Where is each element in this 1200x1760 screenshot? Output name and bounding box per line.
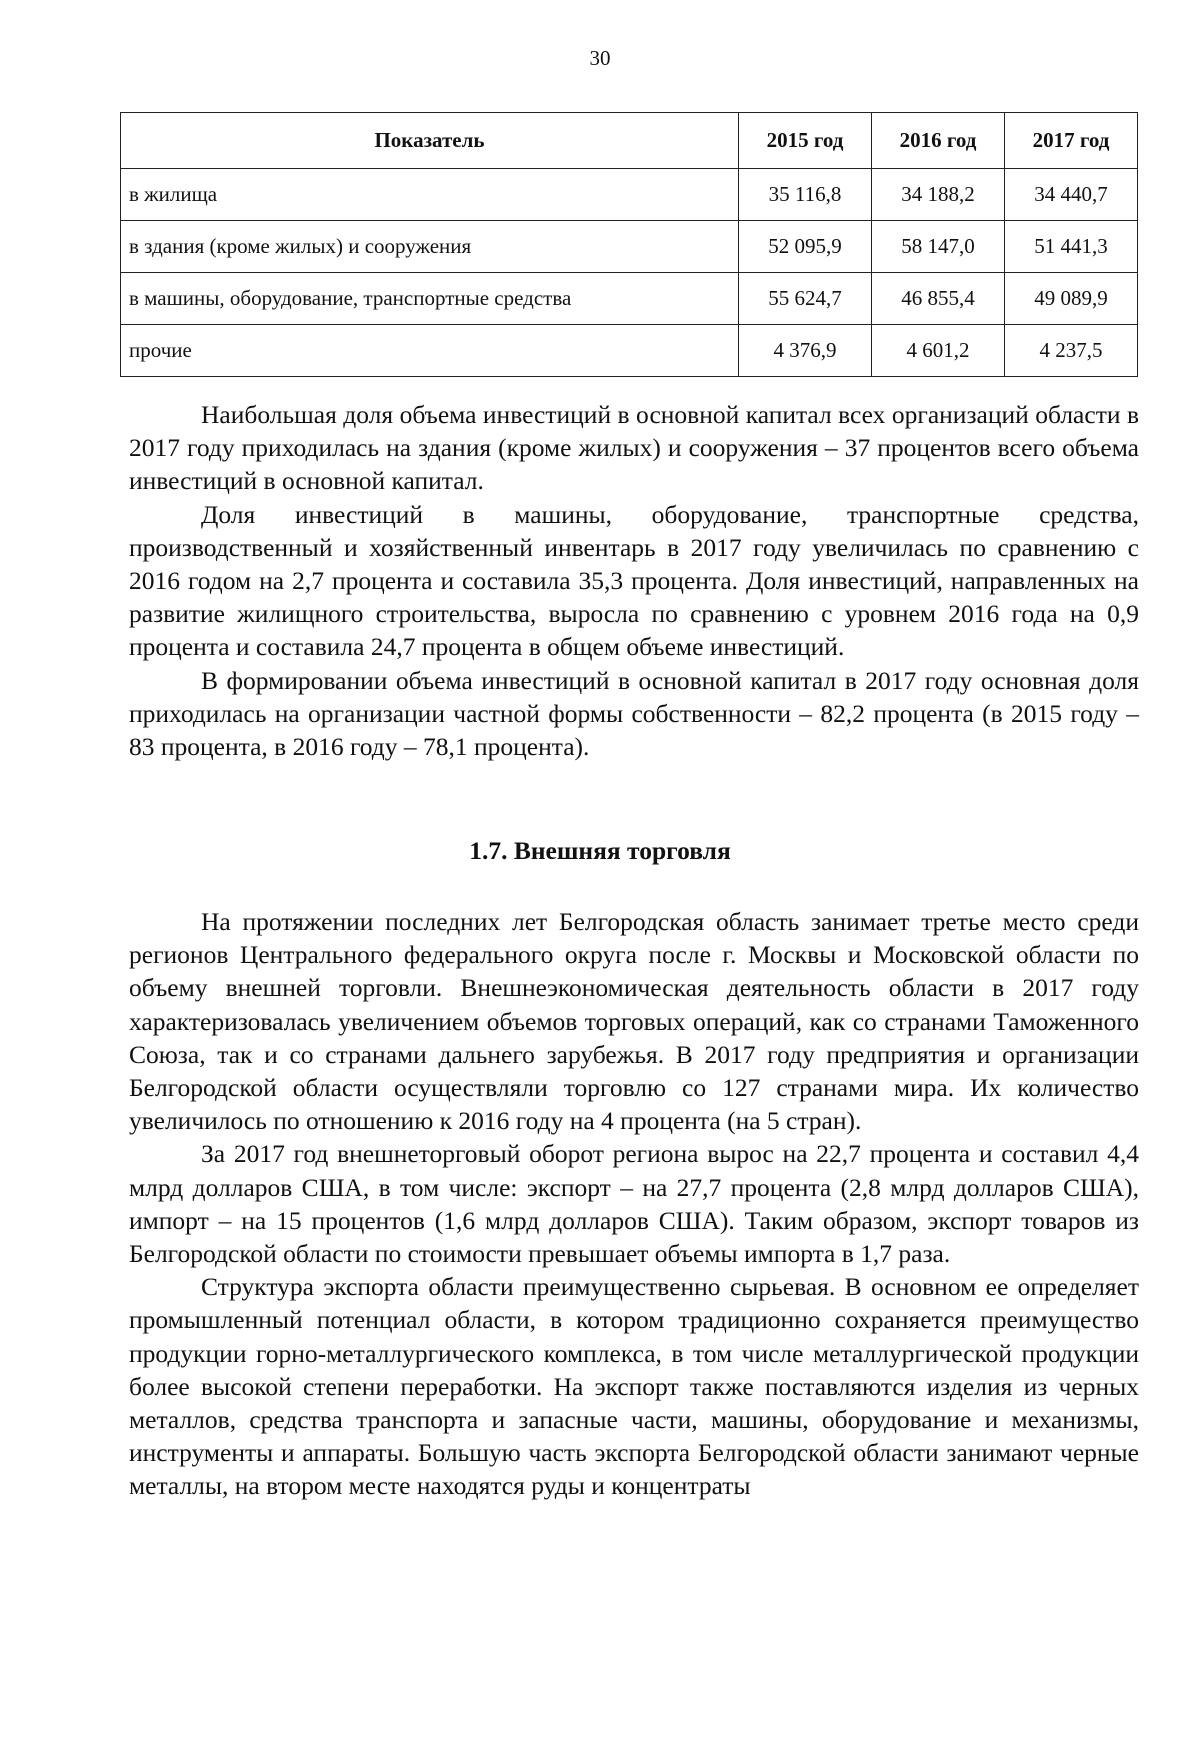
table-row [121, 169, 1138, 221]
table-row [121, 273, 1138, 325]
header-year-2015: 2015 год [739, 113, 872, 169]
paragraph: За 2017 год внешнеторговый оборот региона вырос на 22,7 процента и составил 4,4 млрд долларов США, в том числе: экспорт – на 27,7 процента (2,8 млрд долларов США), импорт – на 15 процентов (1,6 млрд долларов США). Таким образом, экспорт товаров из Белгородской области по стоимости превышает объемы импорта в 1,7 раза. [129, 1139, 1139, 1269]
paragraph: Доля инвестиций в машины, оборудование, транспортные средства, производственный и хозяйственный инвентарь в 2017 году увеличилась по сравнению с 2016 годом на 2,7 процента и составила 35,3 процента. Доля инвестиций, направленных на развитие жилищного строительства, выросла по сравнению с уровнем 2016 года на 0,9 процента и составила 24,7 процента в общем объеме инвестиций. [129, 499, 1139, 662]
cell-value: 35 116,8 [739, 169, 872, 221]
row-label: в здания (кроме жилых) и сооружения [121, 221, 739, 273]
section-heading: 1.7. Внешняя торговля [469, 836, 731, 865]
investment-text-block [129, 398, 1139, 763]
paragraph: Структура экспорта области преимущественно сырьевая. В основном ее определяет промышленный потенциал области, в котором традиционно сохраняется преимущество продукции горно-металлургического комплекса, в том числе металлургической продукции более высокой степени переработки. На экспорт также поставляются изделия из черных металлов, средства транспорта и запасные части, машины, оборудование и механизмы, инструменты и аппараты. Большую часть экспорта Белгородской области занимают черные металлы, на втором месте находятся руды и концентраты [129, 1272, 1139, 1501]
header-year-2016: 2016 год [872, 113, 1005, 169]
foreign-trade-text-block [129, 905, 1139, 1503]
cell-value: 4 601,2 [872, 325, 1005, 377]
cell-value: 51 441,3 [1005, 221, 1138, 273]
row-label: в жилища [121, 169, 739, 221]
cell-value: 4 237,5 [1005, 325, 1138, 377]
header-indicator: Показатель [121, 113, 739, 169]
paragraph: В формировании объема инвестиций в основной капитал в 2017 году основная доля приходилась на организации частной формы собственности – 82,2 процента (в 2015 году – 83 процента, в 2016 году – 78,1 процента). [129, 665, 1139, 762]
cell-value: 58 147,0 [872, 221, 1005, 273]
table-header-row [121, 113, 1138, 169]
table-row [121, 325, 1138, 377]
cell-value: 34 188,2 [872, 169, 1005, 221]
cell-value: 55 624,7 [739, 273, 872, 325]
table-row [121, 221, 1138, 273]
row-label: в машины, оборудование, транспортные средства [121, 273, 739, 325]
cell-value: 52 095,9 [739, 221, 872, 273]
investment-table [120, 112, 1138, 377]
cell-value: 4 376,9 [739, 325, 872, 377]
page-number: 30 [589, 46, 611, 70]
row-label: прочие [121, 325, 739, 377]
paragraph: На протяжении последних лет Белгородская область занимает третье место среди регионов Центрального федерального округа после г. Москвы и Московской области по объему внешней торговли. Внешнеэкономическая деятельность области в 2017 году характеризовалась увеличением объемов торговых операций, как со странами Таможенного Союза, так и со странами дальнего зарубежья. В 2017 году предприятия и организации Белгородской области осуществляли торговлю со 127 странами мира. Их количество увеличилось по отношению к 2016 году на 4 процента (на 5 стран). [129, 907, 1139, 1136]
cell-value: 46 855,4 [872, 273, 1005, 325]
cell-value: 49 089,9 [1005, 273, 1138, 325]
cell-value: 34 440,7 [1005, 169, 1138, 221]
paragraph: Наибольшая доля объема инвестиций в основной капитал всех организаций области в 2017 году приходилась на здания (кроме жилых) и сооружения – 37 процентов всего объема инвестиций в основной капитал. [129, 400, 1139, 496]
header-year-2017: 2017 год [1005, 113, 1138, 169]
